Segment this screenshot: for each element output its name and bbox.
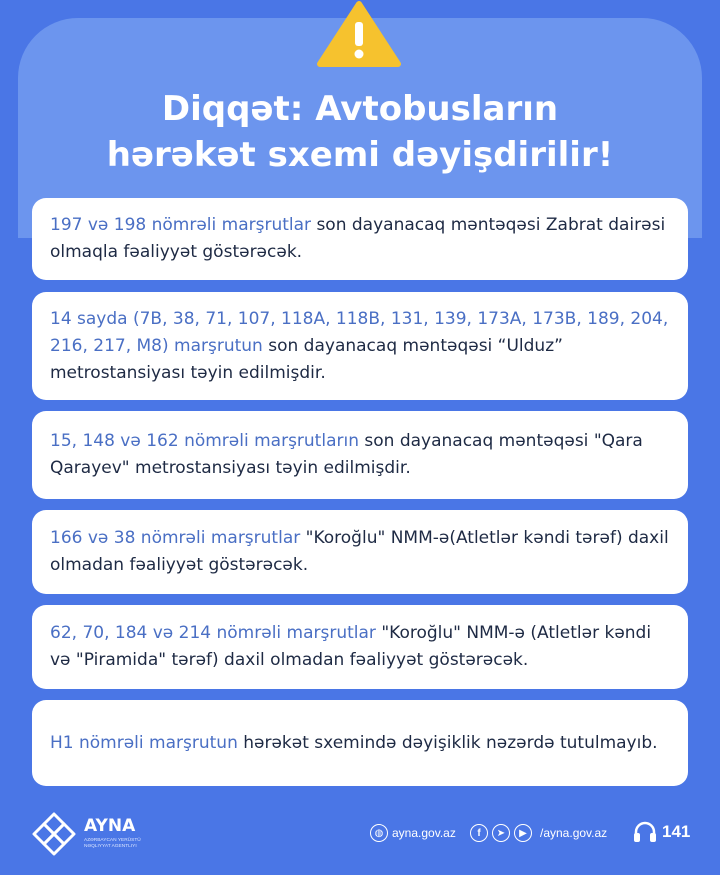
hotline-number: 141 [662,822,691,841]
ayna-logo-icon [30,810,78,858]
page-title [0,86,720,178]
brand-name: AYNA [84,816,136,836]
globe-icon: ◍ [370,824,388,842]
notice-card-5 [32,605,688,689]
brand-subtitle: AZƏRBAYCAN YERÜSTÜ NƏQLIYYAT AGENTLIYI [84,838,141,849]
route-numbers: 197 və 198 nömrəli marşrutlar [50,215,312,235]
notice-text: "Koroğlu" NMM-ə(Atletlər kəndi tərəf) daxil olmadan fəaliyyət göstərəcək. [50,528,669,575]
title-line-1: Diqqət: Avtobusların [161,89,559,129]
notice-card-3 [32,411,688,499]
footer [0,810,720,860]
route-numbers: 15, 148 və 162 nömrəli marşrutların [50,431,359,451]
notice-card-1 [32,198,688,280]
notice-text: "Koroğlu" NMM-ə (Atletlər kəndi və "Piramida" tərəf) daxil olmadan fəaliyyət göstərəcək. [50,623,652,670]
route-numbers: 62, 70, 184 və 214 nömrəli marşrutlar [50,623,376,643]
notice-text: son dayanacaq məntəqəsi Zabrat dairəsi olmaqla fəaliyyət göstərəcək. [50,215,666,262]
notice-text: son dayanacaq məntəqəsi "Qara Qarayev" metrostansiyası təyin edilmişdir. [50,431,643,478]
route-numbers: H1 nömrəli marşrutun [50,732,238,753]
website-link[interactable] [370,824,456,842]
social-handle[interactable]: /ayna.gov.az [540,826,608,840]
notice-card-4 [32,510,688,594]
notice-text: hərəkət sxemində dəyişiklik nəzərdə tutulmayıb. [237,732,658,753]
social-links [470,824,607,842]
website-text: ayna.gov.az [392,826,456,840]
route-numbers: 166 və 38 nömrəli marşrutlar [50,528,301,548]
notice-card-2 [32,292,688,400]
telegram-icon[interactable]: ➤ [492,824,510,842]
route-numbers: 14 sayda (7B, 38, 71, 107, 118A, 118B, 131, 139, 173A, 173B, 189, 204, 216, 217, M8) marşrutun [50,308,669,356]
warning-icon [314,0,404,68]
notice-text: son dayanacaq məntəqəsi “Ulduz” metrostansiyası təyin edilmişdir. [50,335,563,383]
hotline[interactable] [632,820,690,844]
title-line-2: hərəkət sxemi dəyişdirilir! [106,135,614,175]
notice-card-6 [32,700,688,786]
youtube-icon[interactable]: ▶ [514,824,532,842]
headset-icon [632,820,658,844]
facebook-icon[interactable]: f [470,824,488,842]
